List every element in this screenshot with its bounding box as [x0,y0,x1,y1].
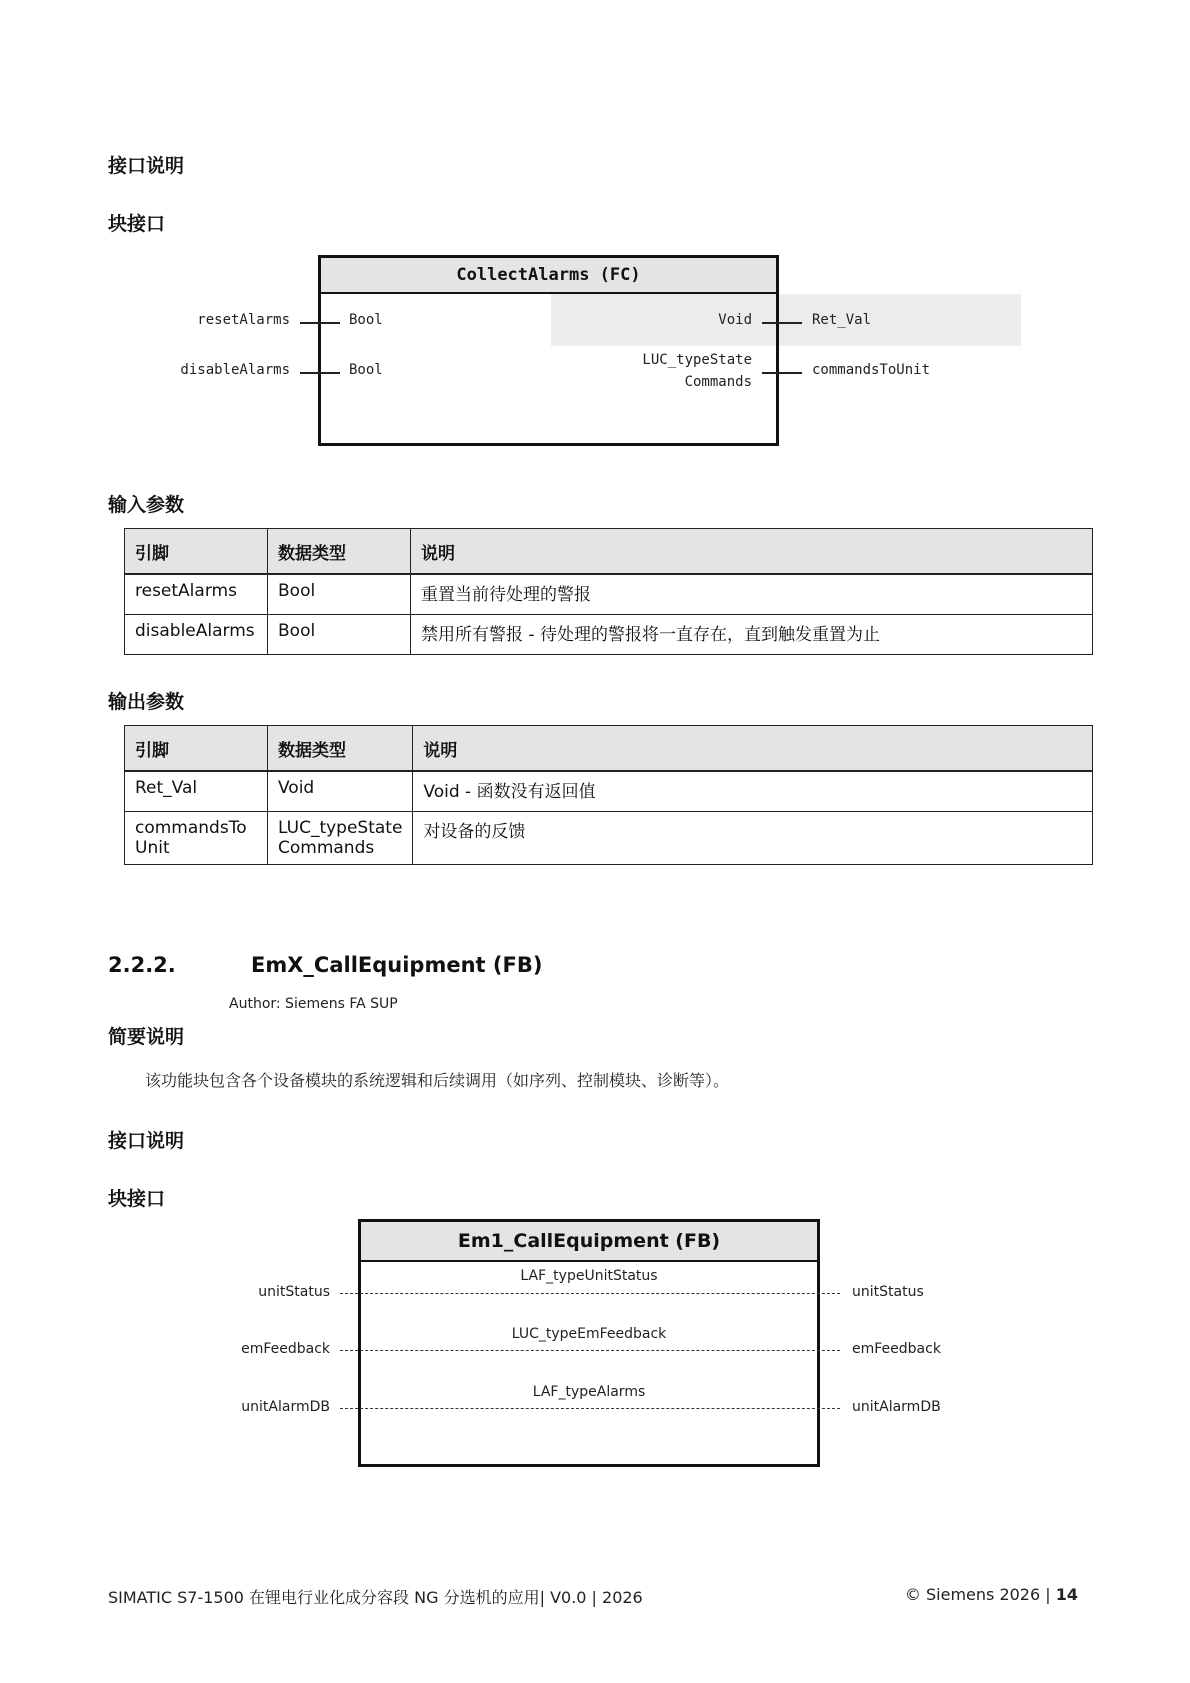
output-connector [762,322,802,324]
interface-heading-2: 接口说明 [108,1130,185,1152]
output-params-table [124,725,1093,865]
input-connector [300,372,340,374]
block-interface-heading-2: 块接口 [108,1188,166,1210]
copyright-text: © Siemens 2026 | [904,1585,1056,1604]
section-title: EmX_CallEquipment (FB) [251,953,543,977]
fb-block-title: Em1_CallEquipment (FB) [361,1222,817,1262]
description-cell: 禁用所有警报 - 待处理的警报将一直存在，直到触发重置为止 [411,614,1093,654]
output-pin-name: Ret_Val [812,312,872,328]
column-header: 说明 [411,529,1093,575]
output-pin-type: Void [718,312,752,328]
fc-block-title: CollectAlarms (FC) [321,258,776,294]
interface-heading-1: 接口说明 [108,155,185,177]
pin-cell: Ret_Val [125,771,268,811]
table-row [125,811,1093,864]
output-pin-type: Commands [684,374,752,390]
block-interface-heading-1: 块接口 [108,213,166,235]
output-connector [762,372,802,374]
section-number: 2.2.2. [108,953,176,977]
footer-copyright [905,1585,1078,1604]
author-line: Author: Siemens FA SUP [229,996,398,1012]
description-cell: 对设备的反馈 [413,811,1093,864]
column-header: 说明 [413,726,1093,772]
table-header-row [125,726,1093,772]
input-connector [300,322,340,324]
brief-text: 该功能块包含各个设备模块的系统逻辑和后续调用（如序列、控制模块、诊断等）。 [145,1071,730,1090]
description-cell: 重置当前待处理的警报 [411,574,1093,614]
inout-pin-left: unitAlarmDB [241,1399,330,1415]
input-pin-name: disableAlarms [180,362,290,378]
input-params-heading: 输入参数 [108,494,185,516]
footer-document-title: SIMATIC S7-1500 在锂电行业化成分容段 NG 分选机的应用| V0.0 | 2026 [108,1588,643,1607]
brief-heading: 简要说明 [108,1026,185,1048]
type-cell: Void [268,771,413,811]
type-cell: Bool [268,614,411,654]
pin-cell: resetAlarms [125,574,268,614]
table-row [125,574,1093,614]
inout-pin-right: emFeedback [852,1341,941,1357]
inout-connector [340,1293,840,1294]
fc-block [318,255,779,446]
column-header: 数据类型 [268,726,413,772]
inout-pin-left: unitStatus [258,1284,330,1300]
inout-pin-right: unitAlarmDB [852,1399,941,1415]
type-cell: Bool [268,574,411,614]
output-pin-type: LUC_typeState [642,352,752,368]
input-params-table [124,528,1093,655]
inout-connector [340,1408,840,1409]
type-cell: LUC_typeState Commands [268,811,413,864]
column-header: 数据类型 [268,529,411,575]
fb-block [358,1219,820,1467]
inout-pin-type: LUC_typeEmFeedback [511,1326,667,1342]
input-pin-type: Bool [349,362,383,378]
column-header: 引脚 [125,529,268,575]
inout-pin-type: LAF_typeUnitStatus [520,1268,658,1284]
inout-pin-right: unitStatus [852,1284,924,1300]
inout-pin-type: LAF_typeAlarms [532,1384,646,1400]
pin-cell: disableAlarms [125,614,268,654]
output-params-heading: 输出参数 [108,691,185,713]
input-pin-type: Bool [349,312,383,328]
description-cell: Void - 函数没有返回值 [413,771,1093,811]
table-header-row [125,529,1093,575]
column-header: 引脚 [125,726,268,772]
table-row [125,614,1093,654]
input-pin-name: resetAlarms [197,312,290,328]
pin-cell: commandsToUnit [125,811,268,864]
inout-pin-left: emFeedback [241,1341,330,1357]
inout-connector [340,1350,840,1351]
page-number: 14 [1055,1585,1078,1604]
table-row [125,771,1093,811]
output-pin-name: commandsToUnit [812,362,931,378]
